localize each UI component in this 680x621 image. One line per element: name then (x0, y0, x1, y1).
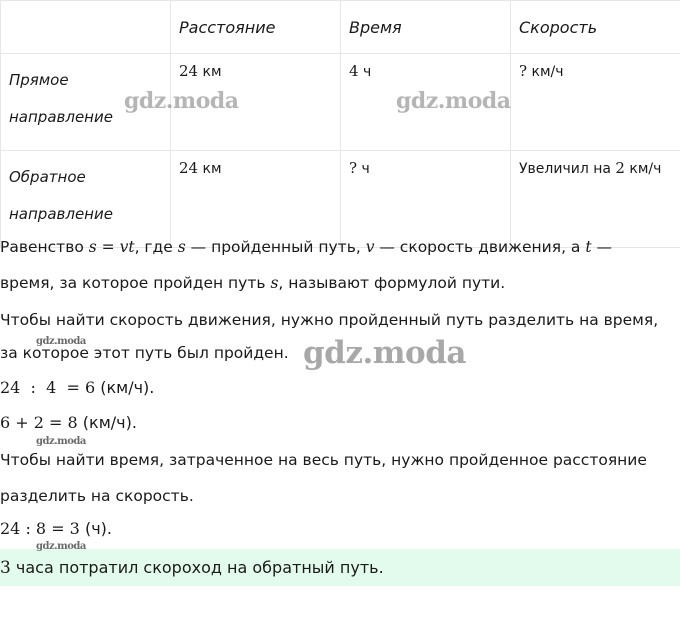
table-header-row (1, 1, 680, 54)
text-segment: Равенство (0, 238, 89, 256)
answer-text: часа потратил скороход на обратный путь. (10, 558, 384, 577)
row-label-line2: направление (9, 205, 113, 223)
math-var: vt (119, 238, 135, 256)
time-unit: ч (361, 161, 370, 177)
row-label-backward (1, 151, 171, 248)
calc-speed-backward (0, 413, 137, 432)
math-var: s (177, 238, 186, 256)
time-value: ? (349, 159, 358, 177)
row-label-line1: Прямое (9, 71, 69, 89)
distance-value: 24 (179, 159, 199, 177)
speed-rule-line2: за которое этот путь был пройден. (0, 344, 289, 362)
formula-definition-line2 (0, 274, 505, 292)
cell-speed-backward (511, 151, 680, 248)
unit-text: (км/ч). (95, 378, 155, 397)
math-var: v (365, 238, 375, 256)
speed-text: Увеличил на (519, 161, 611, 177)
cell-speed-forward (511, 54, 680, 151)
speed-value: 2 (615, 159, 625, 177)
calc-speed-forward (0, 378, 154, 397)
watermark-logo: gdz.moda (396, 88, 511, 114)
watermark-small: gdz.moda (36, 436, 86, 447)
time-rule-line1: Чтобы найти время, затраченное на весь путь, нужно пройденное расстояние (0, 451, 647, 469)
calc-time (0, 519, 112, 538)
math-var: s (270, 274, 279, 292)
time-value: 4 (349, 62, 359, 80)
text-segment: — (591, 238, 613, 256)
header-distance: Расстояние (171, 1, 341, 54)
text-segment: , называют формулой пути. (278, 274, 506, 292)
text-segment: время, за которое пройден путь (0, 274, 271, 292)
time-rule-line2: разделить на скорость. (0, 487, 194, 505)
watermark-logo: gdz.moda (124, 88, 239, 114)
speed-rule-line1: Чтобы найти скорость движения, нужно пройденный путь разделить на время, (0, 311, 659, 329)
math-op: = (96, 238, 120, 256)
table-row-forward (1, 54, 680, 151)
distance-unit: км (202, 64, 222, 80)
unit-text: (км/ч). (77, 413, 137, 432)
text-segment: — скорость движения, а (374, 238, 586, 256)
formula-definition-line1 (0, 238, 612, 256)
distance-unit: км (202, 161, 222, 177)
math-expression: 24 : 8 = 3 (0, 519, 80, 538)
unit-text: (ч). (79, 519, 112, 538)
speed-value: ? (519, 62, 528, 80)
row-label-line2: направление (9, 108, 113, 126)
text-segment: — пройденный путь, (185, 238, 366, 256)
header-speed: Скорость (511, 1, 680, 54)
math-expression: 24 : 4 = 6 (0, 378, 96, 397)
text-segment: , где (134, 238, 178, 256)
row-label-line1: Обратное (9, 168, 86, 186)
math-expression: 6 + 2 = 8 (0, 413, 78, 432)
math-var: t (585, 238, 592, 256)
distance-value: 24 (179, 62, 199, 80)
answer-box (0, 549, 680, 586)
time-unit: ч (363, 64, 372, 80)
watermark-small: gdz.moda (36, 336, 86, 347)
table-row-backward (1, 151, 680, 248)
watermark-small: gdz.moda (36, 541, 86, 552)
data-table (0, 0, 680, 248)
answer-number: 3 (0, 558, 11, 578)
math-var: s (88, 238, 97, 256)
header-cell-empty (1, 1, 171, 54)
speed-unit: км/ч (629, 161, 662, 177)
header-time: Время (341, 1, 511, 54)
cell-time-backward (341, 151, 511, 248)
watermark-logo: gdz.moda (303, 335, 466, 371)
speed-unit: км/ч (531, 64, 564, 80)
cell-distance-backward (171, 151, 341, 248)
